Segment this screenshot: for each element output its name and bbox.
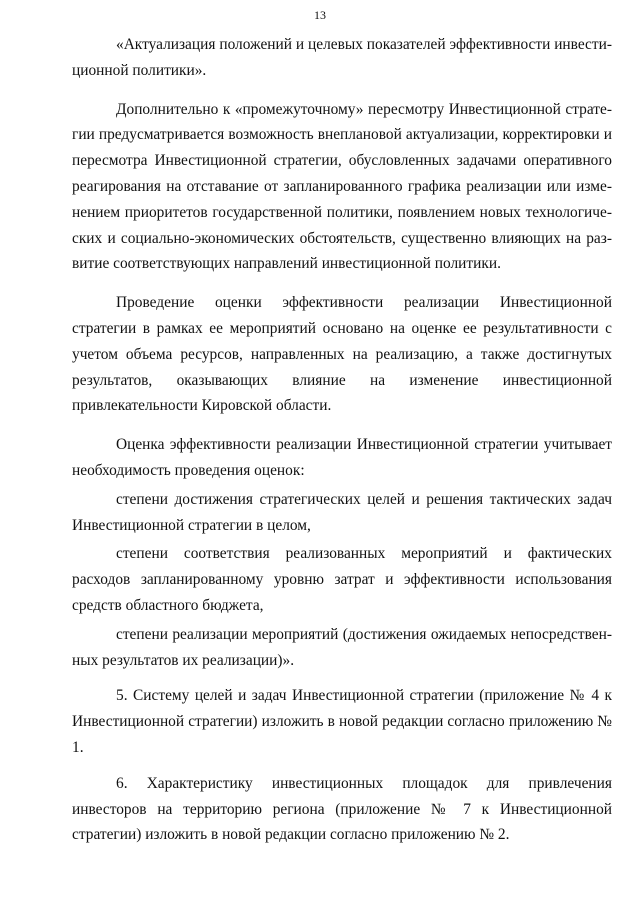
paragraph-item-6: 6. Характеристику инвестиционных площадок для привлечения инвесторов на территорию региона (приложение № 7 к Инвестиционной стратегии) изложить в новой редакции согласно приложению № 2. [72,774,612,844]
page-number: 13 [314,8,326,22]
paragraph-measures-implementation: степени реализации мероприятий (достижения ожидаемых непосредственных результатов их реализации)». [72,625,612,669]
paragraph-cost-compliance: степени соответствия реализованных мероприятий и фактических расходов запланированному уровню затрат и эффективности использования средств областного бюджета, [72,545,612,614]
paragraph-quote-closing: «Актуализация положений и целевых показателей эффективности инвестиционной политики». [72,36,612,79]
document-body [72,32,612,848]
paragraph-assessment-requirements: Оценка эффективности реализации Инвестиционной стратегии учитывает необходимость проведения оценок: [72,436,612,479]
paragraph-efficiency-assessment: Проведение оценки эффективности реализации Инвестиционной стратегии в рамках ее мероприятий основано на оценке ее результативности с учетом объема ресурсов, направленных на реализацию, а также достигнутых результатов, оказывающих влияние на изменение инвестиционной привлекательности Кировской области. [72,294,612,415]
paragraph-unscheduled-update: Дополнительно к «промежуточному» пересмотру Инвестиционной стратегии предусматривается возможность внеплановой актуализации, корректировки и пересмотра Инвестиционной стратегии, обусловленных задачами оперативного реагирования на отставание от запланированного графика реализации или изменением приоритетов государственной политики, появлением новых технологических и социально-экономических обстоятельств, существенно влияющих на развитие соответствующих направлений инвестиционной политики. [72,100,612,273]
paragraph-goal-achievement: степени достижения стратегических целей и решения тактических задач Инвестиционной стратегии в целом, [72,490,612,534]
paragraph-item-5: 5. Систему целей и задач Инвестиционной стратегии (приложение № 4 к Инвестиционной стратегии) изложить в новой редакции согласно приложению № 1. [72,687,612,756]
